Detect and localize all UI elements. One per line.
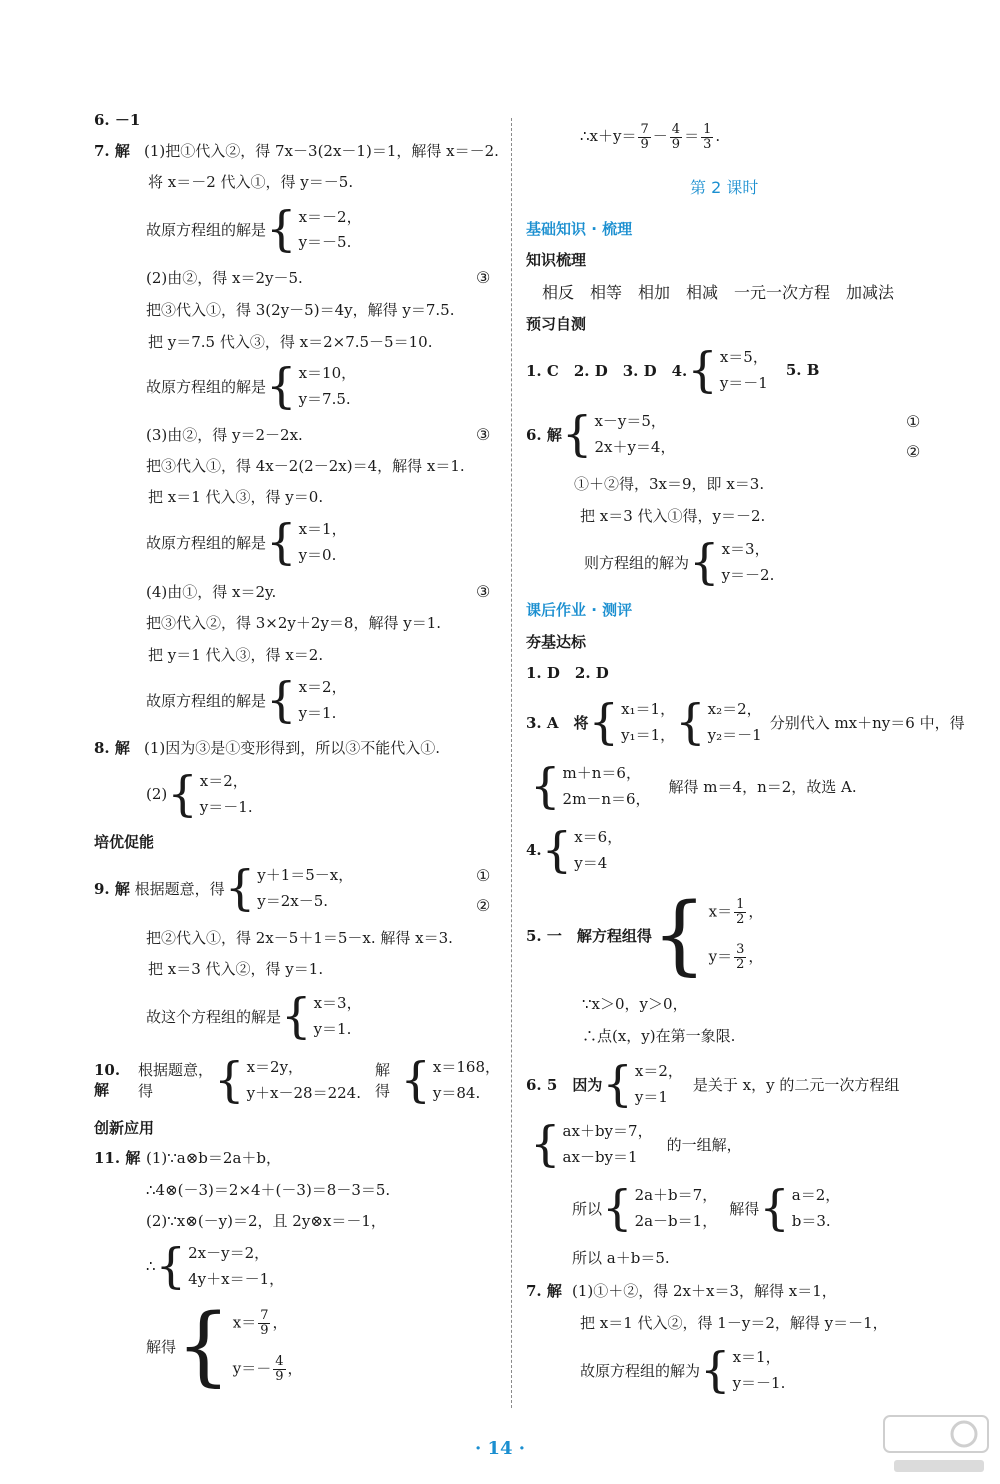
row: x＝ $\frac{7}{9}$ ， [232,1307,288,1338]
q11-line: (1)∵a⊗b＝2a＋b， [146,1149,281,1167]
q11-conclusion: ∴x＋y＝ $\frac{7}{9}$ － $\frac{4}{9}$ ＝ $\frac{1}{3}$ . [580,121,721,152]
circled-1: ① [906,412,921,431]
brace: { [266,358,297,414]
q7-solution-4 [146,674,347,726]
circled-3: ③ [476,268,491,287]
row: x＝2y， [246,1058,304,1076]
circled-2: ② [476,896,491,915]
h3-line [526,696,965,748]
row: x＝－2， [298,207,362,226]
q10-head: 10. 解 [94,1060,121,1099]
y6-system [526,408,675,460]
row: 2a－b＝1， [634,1212,718,1230]
q9-head: 9. 解 [94,879,130,898]
label: (2) [146,785,168,803]
row: x＝5， [719,348,768,366]
q11-line: ∴4⊗(－3)＝2×4＋(－3)＝8－3＝5. [146,1181,391,1199]
label: 故原方程组的解是 [146,220,267,239]
q7-line: 把 y＝7.5 代入③，得 x＝2×7.5－5＝10. [148,333,433,351]
row: y＋x－28＝224. [246,1084,361,1102]
q9-system [94,862,353,914]
row: ax＋by＝7， [562,1122,653,1140]
y6-line: 把 x＝3 代入①得，y＝－2. [580,507,766,525]
brace: { [561,406,593,462]
h5-line: ∴点(x，y)在第一象限. [582,1027,736,1045]
label: 根据题意，得 [137,1061,213,1100]
brace: { [651,885,707,985]
q7-line: 把③代入①，得 3(2y－5)＝4y，解得 y＝7.5. [146,301,455,319]
label: 故原方程组的解是 [146,691,267,710]
h6-line [526,1058,899,1110]
subsection-heading: 夯基达标 [526,633,587,651]
row: 2m－n＝6， [562,790,651,808]
q7-line: (3)由②，得 y＝2－2x. [146,426,303,444]
label: 根据题意，得 [134,879,225,898]
brace: { [588,694,620,750]
row: 2x－y＝2， [188,1244,270,1262]
row: x＝6， [574,828,623,846]
therefore: ∴ [146,1257,156,1275]
q7-head: 7. 解 [94,142,130,160]
q11-line: (2)∵x⊗(－y)＝2，且 2y⊗x＝－1， [146,1212,386,1230]
h3-system [530,760,857,812]
label: 故原方程组的解是 [146,533,267,552]
q11-head: 11. 解 [94,1149,141,1167]
brace: { [266,514,297,570]
knowledge-points: 相反 相等 相加 相减 一元一次方程 加减法 [542,283,895,302]
q11-system [146,1240,284,1292]
row: x＝3， [313,994,362,1012]
h7-solution [580,1344,785,1396]
brace: { [687,342,718,398]
circled-1: ① [476,866,491,885]
row: y＝－1 [719,374,768,392]
brace: { [266,672,297,728]
row: x＝3， [721,540,770,558]
q7-line: (1)把①代入②，得 7x－3(2x－1)＝1，解得 x＝－2. [144,142,499,160]
brace: { [214,1052,245,1108]
q7-line: 把 y＝1 代入③，得 x＝2. [148,646,324,664]
column-divider [511,118,512,1408]
h6-system [530,1118,742,1170]
h6-line: 所以 a＋b＝5. [572,1249,670,1267]
brace: { [530,758,561,814]
row: y＝1 [634,1088,668,1106]
row: y＝1. [313,1020,352,1038]
row: x₂＝2， [707,700,762,718]
row: y＝ $\frac{3}{2}$ ， [708,942,764,972]
q9-solution [146,990,362,1042]
q8-head: 8. 解 [94,739,130,757]
row: y＝－1. [199,798,253,816]
h7-head: 7. 解 [526,1282,562,1300]
section-heading: 培优促能 [94,833,155,851]
brace: { [700,1342,731,1398]
h4-head: 4. [526,841,542,859]
text: 分别代入 mx＋ny＝6 中，得 [769,713,965,732]
brace: { [759,1180,790,1236]
row: y＝－2. [721,566,775,584]
label: 所以 [572,1199,603,1218]
text: 的一组解， [666,1135,742,1154]
row: y＝7.5. [298,390,351,408]
circled-3: ③ [476,582,491,601]
row: x＝1， [732,1348,781,1366]
preview-answers [526,344,819,396]
y6-head: 6. 解 [526,425,562,444]
h7-line: (1)①＋②，得 2x＋x＝3，解得 x＝1， [572,1282,837,1300]
q7-line: 把③代入②，得 3×2y＋2y＝8，解得 y＝1. [146,614,442,632]
row: y＝－5. [298,232,352,251]
subsection-heading: 知识梳理 [526,251,587,269]
page-number: · 14 · [474,1438,526,1459]
section-heading: 创新应用 [94,1119,155,1137]
label: 解得 [729,1199,760,1218]
brace: { [224,860,256,916]
brace: { [541,822,573,878]
row: a＝2， [791,1186,841,1204]
row: x₁＝1， [621,700,676,718]
row: x＝2， [298,678,347,696]
row: y＝1. [298,704,337,722]
brace: { [176,1296,231,1396]
h4-system [526,824,622,876]
h3-head: 3. A 将 [526,713,589,732]
subsection-heading: 预习自测 [526,315,587,333]
q8-solution [146,768,253,820]
text: 解得 m＝4，n＝2，故选 A. [668,777,857,796]
row: x＝1， [298,520,347,538]
row: x－y＝5， [594,412,666,430]
h5-system [526,885,764,985]
brace: { [675,694,706,750]
label: 解得 [374,1061,390,1100]
label: 解得 [146,1337,177,1356]
row: y＝－ $\frac{4}{9}$ ， [232,1353,303,1384]
q7-line: 将 x＝－2 代入①，得 y＝－5. [148,173,354,191]
brace: { [266,201,297,257]
q6-answer: 6. －1 [94,111,141,129]
q11-solution [146,1296,303,1396]
q7-line: 把 x＝1 代入③，得 y＝0. [148,488,324,506]
row: x＝2， [634,1062,683,1080]
y6-line: ①＋②得，3x＝9，即 x＝3. [574,475,765,493]
q7-solution-1 [146,201,362,257]
text: 是关于 x，y 的二元一次方程组 [692,1075,900,1094]
circled-2: ② [906,442,921,461]
row: y＝4 [574,854,608,872]
brace: { [602,1180,633,1236]
q7-solution-2 [146,360,356,412]
row: m＋n＝6， [562,764,641,782]
row: x＝168， [432,1058,500,1076]
q7-line: (4)由①，得 x＝2y. [146,583,277,601]
row: y₂＝－1 [707,726,762,744]
brace: { [281,988,312,1044]
row: 2a＋b＝7， [634,1186,718,1204]
q9-line: 把②代入①，得 2x－5＋1＝5－x. 解得 x＝3. [146,929,453,947]
label: 故这个方程组的解是 [146,1007,282,1026]
row: b＝3. [791,1212,831,1230]
q9-line: 把 x＝3 代入②，得 y＝1. [148,960,324,978]
q10-system [94,1054,500,1106]
brace: { [155,1238,187,1294]
row: 2x＋y＝4， [594,438,676,456]
watermark-logo [880,1410,995,1478]
row: 4y＋x＝－1， [188,1270,285,1288]
q7-line: 把③代入①，得 4x－2(2－2x)＝4，解得 x＝1. [146,457,465,475]
h6-solution [572,1182,840,1234]
row: x＝2， [199,772,248,790]
answer: 5. B [785,361,820,379]
q7-solution-3 [146,516,347,568]
row: y₁＝1， [621,726,676,744]
h5-line: ∵x＞0，y＞0， [582,995,688,1013]
label: 故原方程组的解为 [580,1361,701,1380]
q7-line: (2)由②，得 x＝2y－5. [146,269,303,287]
brace: { [530,1116,561,1172]
row: ax－by＝1 [562,1148,638,1166]
label: 故原方程组的解是 [146,377,267,396]
row: y＝2x－5. [257,892,329,910]
brace: { [689,534,720,590]
section-heading: 基础知识 · 梳理 [526,220,633,238]
brace: { [602,1056,633,1112]
section-heading: 课后作业 · 测评 [526,601,633,619]
lesson-title: 第 2 课时 [690,178,759,197]
answers: 1. C 2. D 3. D 4. [526,361,688,380]
brace: { [400,1052,431,1108]
h7-line: 把 x＝1 代入②，得 1－y＝2，解得 y＝－1， [580,1314,888,1332]
h5-head: 5. 一 解方程组得 [526,926,652,945]
y6-solution [584,536,774,588]
h-answers: 1. D 2. D [526,664,609,682]
row: y＋1＝5－x， [257,866,354,884]
brace: { [167,766,198,822]
row: y＝0. [298,546,337,564]
row: x＝ $\frac{1}{2}$ ， [708,897,764,927]
label: 则方程组的解为 [584,553,690,572]
row: y＝－1. [732,1374,786,1392]
circled-3: ③ [476,425,491,444]
h6-head: 6. 5 因为 [526,1075,603,1094]
row: y＝84. [432,1084,481,1102]
q8-line: (1)因为③是①变形得到，所以③不能代入①. [144,739,441,757]
row: x＝10， [298,364,357,382]
